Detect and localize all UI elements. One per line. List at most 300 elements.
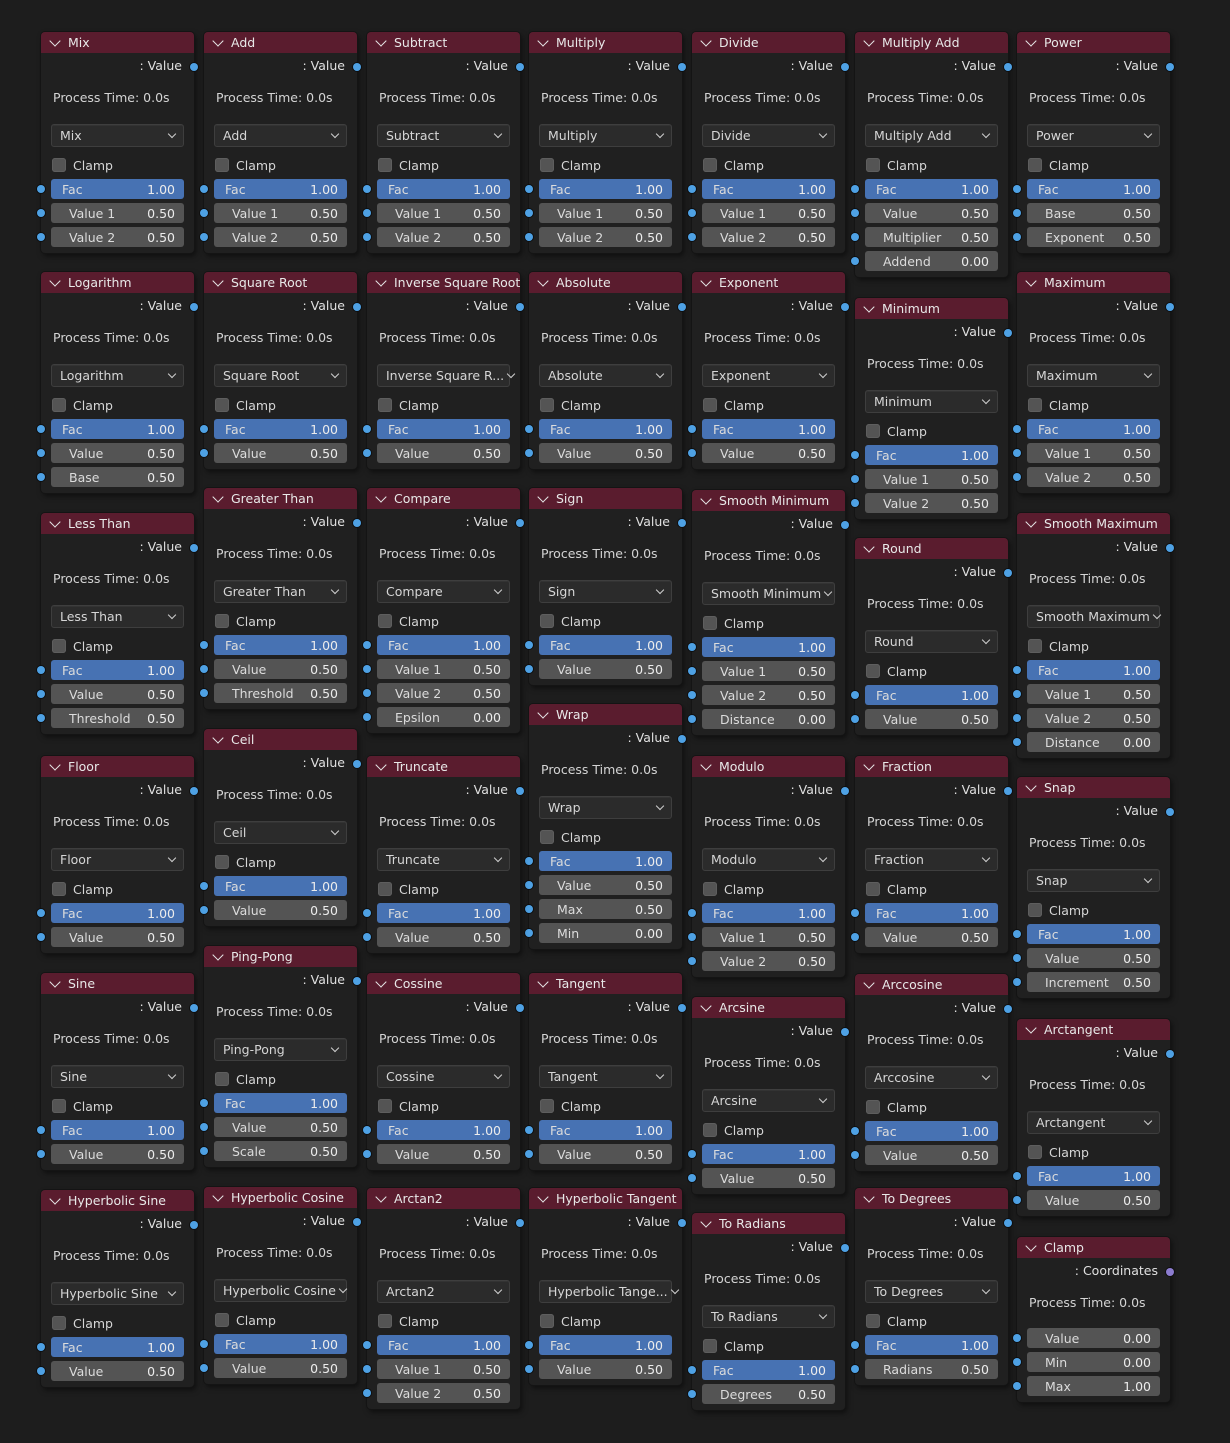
input-socket[interactable] [688, 449, 696, 457]
input-socket[interactable] [851, 475, 859, 483]
clamp-checkbox[interactable] [866, 1100, 880, 1114]
input-field-value[interactable] [865, 203, 998, 223]
output-socket[interactable] [841, 63, 849, 71]
node-wrap[interactable] [529, 704, 682, 949]
operation-dropdown[interactable] [51, 124, 184, 147]
clamp-checkbox[interactable] [866, 1314, 880, 1328]
input-field-fac[interactable] [1027, 660, 1160, 680]
input-field-value[interactable] [539, 659, 672, 679]
node-header[interactable] [204, 1187, 357, 1208]
clamp-checkbox[interactable] [52, 1099, 66, 1113]
node-to-degrees[interactable] [855, 1188, 1008, 1385]
node-clamp[interactable] [1017, 1237, 1170, 1402]
input-field-value[interactable] [539, 1359, 672, 1379]
node-ping-pong[interactable] [204, 946, 357, 1167]
input-field-value-1[interactable] [1027, 684, 1160, 704]
collapse-chevron-icon[interactable] [700, 759, 711, 770]
node-arctan2[interactable] [367, 1188, 520, 1409]
input-field-fac[interactable] [539, 419, 672, 439]
clamp-checkbox-row[interactable] [41, 634, 194, 658]
output-socket[interactable] [841, 521, 849, 529]
input-socket[interactable] [1013, 473, 1021, 481]
input-socket[interactable] [200, 882, 208, 890]
input-field-value[interactable] [377, 1144, 510, 1164]
node-header[interactable] [1017, 32, 1170, 53]
collapse-chevron-icon[interactable] [537, 976, 548, 987]
input-socket[interactable] [363, 1389, 371, 1397]
operation-dropdown[interactable] [702, 582, 835, 605]
operation-dropdown[interactable] [377, 1280, 510, 1303]
input-field-fac[interactable] [865, 1121, 998, 1141]
node-header[interactable] [204, 729, 357, 750]
node-header[interactable] [41, 973, 194, 994]
clamp-checkbox-row[interactable] [529, 1309, 682, 1333]
node-header[interactable] [41, 1190, 194, 1211]
clamp-checkbox-row[interactable] [367, 877, 520, 901]
node-divide[interactable] [692, 32, 845, 253]
clamp-checkbox[interactable] [378, 614, 392, 628]
input-socket[interactable] [363, 1126, 371, 1134]
node-modulo[interactable] [692, 756, 845, 977]
collapse-chevron-icon[interactable] [700, 1000, 711, 1011]
clamp-checkbox-row[interactable] [692, 153, 845, 177]
node-header[interactable] [855, 538, 1008, 559]
clamp-checkbox[interactable] [215, 614, 229, 628]
input-field-value-2[interactable] [702, 685, 835, 705]
input-field-fac[interactable] [214, 179, 347, 199]
clamp-checkbox-row[interactable] [855, 1095, 1008, 1119]
collapse-chevron-icon[interactable] [49, 976, 60, 987]
input-socket[interactable] [688, 933, 696, 941]
output-socket[interactable] [353, 519, 361, 527]
node-multiply[interactable] [529, 32, 682, 253]
input-socket[interactable] [37, 209, 45, 217]
input-field-fac[interactable] [1027, 179, 1160, 199]
output-socket[interactable] [1166, 63, 1174, 71]
node-header[interactable] [367, 1188, 520, 1209]
clamp-checkbox-row[interactable] [204, 153, 357, 177]
node-header[interactable] [204, 946, 357, 967]
collapse-chevron-icon[interactable] [863, 759, 874, 770]
output-socket[interactable] [516, 1004, 524, 1012]
input-socket[interactable] [37, 1343, 45, 1351]
node-compare[interactable] [367, 488, 520, 733]
input-socket[interactable] [688, 643, 696, 651]
node-header[interactable] [855, 974, 1008, 995]
operation-dropdown[interactable] [702, 364, 835, 387]
node-square-root[interactable] [204, 272, 357, 469]
input-socket[interactable] [525, 1150, 533, 1158]
input-socket[interactable] [851, 933, 859, 941]
input-socket[interactable] [851, 715, 859, 723]
operation-dropdown[interactable] [702, 1089, 835, 1112]
input-field-value-2[interactable] [214, 227, 347, 247]
node-header[interactable] [41, 272, 194, 293]
node-header[interactable] [41, 32, 194, 53]
collapse-chevron-icon[interactable] [863, 977, 874, 988]
operation-dropdown[interactable] [214, 1279, 347, 1302]
node-header[interactable] [692, 756, 845, 777]
clamp-checkbox[interactable] [52, 882, 66, 896]
output-socket[interactable] [841, 787, 849, 795]
clamp-checkbox[interactable] [52, 639, 66, 653]
input-socket[interactable] [200, 1123, 208, 1131]
collapse-chevron-icon[interactable] [49, 1193, 60, 1204]
output-socket[interactable] [516, 787, 524, 795]
input-field-value-2[interactable] [51, 227, 184, 247]
input-socket[interactable] [1013, 738, 1021, 746]
input-socket[interactable] [525, 929, 533, 937]
clamp-checkbox[interactable] [540, 1099, 554, 1113]
clamp-checkbox[interactable] [703, 398, 717, 412]
operation-dropdown[interactable] [702, 124, 835, 147]
input-field-value-1[interactable] [377, 1359, 510, 1379]
clamp-checkbox-row[interactable] [692, 1118, 845, 1142]
collapse-chevron-icon[interactable] [375, 491, 386, 502]
input-field-value-1[interactable] [702, 203, 835, 223]
collapse-chevron-icon[interactable] [49, 275, 60, 286]
input-socket[interactable] [525, 1126, 533, 1134]
input-field-addend[interactable] [865, 251, 998, 271]
input-field-fac[interactable] [702, 903, 835, 923]
input-socket[interactable] [1013, 1334, 1021, 1342]
input-field-value-2[interactable] [377, 683, 510, 703]
clamp-checkbox-row[interactable] [855, 419, 1008, 443]
node-header[interactable] [41, 756, 194, 777]
operation-dropdown[interactable] [865, 390, 998, 413]
input-socket[interactable] [37, 1126, 45, 1134]
collapse-chevron-icon[interactable] [212, 1190, 223, 1201]
input-socket[interactable] [688, 691, 696, 699]
operation-dropdown[interactable] [377, 124, 510, 147]
input-field-value-1[interactable] [1027, 443, 1160, 463]
node-arctangent[interactable] [1017, 1019, 1170, 1216]
clamp-checkbox-row[interactable] [529, 153, 682, 177]
clamp-checkbox[interactable] [215, 855, 229, 869]
collapse-chevron-icon[interactable] [1025, 1240, 1036, 1251]
collapse-chevron-icon[interactable] [537, 35, 548, 46]
node-less-than[interactable] [41, 513, 194, 734]
input-field-value-2[interactable] [702, 951, 835, 971]
input-socket[interactable] [37, 1150, 45, 1158]
collapse-chevron-icon[interactable] [537, 491, 548, 502]
clamp-checkbox-row[interactable] [41, 393, 194, 417]
output-socket[interactable] [1004, 1005, 1012, 1013]
collapse-chevron-icon[interactable] [49, 35, 60, 46]
collapse-chevron-icon[interactable] [863, 1191, 874, 1202]
node-header[interactable] [1017, 1237, 1170, 1258]
input-socket[interactable] [1013, 1196, 1021, 1204]
clamp-checkbox-row[interactable] [204, 393, 357, 417]
operation-dropdown[interactable] [1027, 124, 1160, 147]
input-socket[interactable] [1013, 449, 1021, 457]
clamp-checkbox-row[interactable] [367, 609, 520, 633]
operation-dropdown[interactable] [539, 796, 672, 819]
input-field-fac[interactable] [377, 419, 510, 439]
clamp-checkbox[interactable] [703, 616, 717, 630]
input-socket[interactable] [525, 857, 533, 865]
collapse-chevron-icon[interactable] [863, 35, 874, 46]
input-socket[interactable] [363, 1150, 371, 1158]
input-field-value-2[interactable] [1027, 467, 1160, 487]
input-socket[interactable] [688, 1390, 696, 1398]
clamp-checkbox[interactable] [1028, 398, 1042, 412]
input-field-epsilon[interactable] [377, 707, 510, 727]
input-field-fac[interactable] [214, 1093, 347, 1113]
node-round[interactable] [855, 538, 1008, 735]
node-fraction[interactable] [855, 756, 1008, 953]
input-socket[interactable] [200, 1364, 208, 1372]
collapse-chevron-icon[interactable] [863, 301, 874, 312]
operation-dropdown[interactable] [214, 364, 347, 387]
input-field-min[interactable] [539, 923, 672, 943]
node-smooth-maximum[interactable] [1017, 513, 1170, 758]
input-socket[interactable] [363, 425, 371, 433]
input-socket[interactable] [200, 665, 208, 673]
operation-dropdown[interactable] [865, 630, 998, 653]
input-field-fac[interactable] [214, 419, 347, 439]
input-field-max[interactable] [1027, 1376, 1160, 1396]
operation-dropdown[interactable] [377, 580, 510, 603]
input-socket[interactable] [37, 233, 45, 241]
input-field-fac[interactable] [702, 1144, 835, 1164]
operation-dropdown[interactable] [1027, 1111, 1160, 1134]
input-field-value-2[interactable] [377, 1383, 510, 1403]
input-field-fac[interactable] [865, 179, 998, 199]
node-add[interactable] [204, 32, 357, 253]
operation-dropdown[interactable] [539, 580, 672, 603]
node-header[interactable] [529, 272, 682, 293]
output-socket[interactable] [190, 1221, 198, 1229]
output-socket[interactable] [516, 63, 524, 71]
clamp-checkbox-row[interactable] [1017, 393, 1170, 417]
input-field-fac[interactable] [865, 445, 998, 465]
collapse-chevron-icon[interactable] [375, 1191, 386, 1202]
node-header[interactable] [692, 997, 845, 1018]
operation-dropdown[interactable] [865, 124, 998, 147]
collapse-chevron-icon[interactable] [700, 35, 711, 46]
input-socket[interactable] [200, 425, 208, 433]
operation-dropdown[interactable] [377, 848, 510, 871]
output-socket[interactable] [516, 1219, 524, 1227]
operation-dropdown[interactable] [51, 1065, 184, 1088]
input-socket[interactable] [1013, 666, 1021, 674]
input-field-value[interactable] [539, 875, 672, 895]
input-field-value-1[interactable] [51, 203, 184, 223]
input-field-value-1[interactable] [377, 659, 510, 679]
input-socket[interactable] [363, 689, 371, 697]
collapse-chevron-icon[interactable] [863, 541, 874, 552]
input-field-fac[interactable] [1027, 419, 1160, 439]
output-socket[interactable] [841, 1244, 849, 1252]
input-socket[interactable] [525, 881, 533, 889]
input-field-value-2[interactable] [539, 227, 672, 247]
input-field-fac[interactable] [51, 903, 184, 923]
input-field-degrees[interactable] [702, 1384, 835, 1404]
collapse-chevron-icon[interactable] [1025, 780, 1036, 791]
input-field-fac[interactable] [377, 1335, 510, 1355]
input-socket[interactable] [688, 715, 696, 723]
collapse-chevron-icon[interactable] [1025, 516, 1036, 527]
input-field-fac[interactable] [214, 635, 347, 655]
clamp-checkbox[interactable] [52, 398, 66, 412]
clamp-checkbox-row[interactable] [204, 1067, 357, 1091]
input-socket[interactable] [200, 449, 208, 457]
operation-dropdown[interactable] [1027, 364, 1160, 387]
clamp-checkbox-row[interactable] [1017, 634, 1170, 658]
input-socket[interactable] [525, 641, 533, 649]
input-field-exponent[interactable] [1027, 227, 1160, 247]
input-socket[interactable] [688, 425, 696, 433]
clamp-checkbox-row[interactable] [855, 877, 1008, 901]
input-field-value[interactable] [539, 443, 672, 463]
node-header[interactable] [529, 32, 682, 53]
node-maximum[interactable] [1017, 272, 1170, 493]
clamp-checkbox[interactable] [540, 614, 554, 628]
input-socket[interactable] [688, 1366, 696, 1374]
input-socket[interactable] [363, 641, 371, 649]
clamp-checkbox[interactable] [540, 398, 554, 412]
input-field-value[interactable] [214, 443, 347, 463]
node-exponent[interactable] [692, 272, 845, 469]
input-socket[interactable] [363, 185, 371, 193]
input-field-fac[interactable] [377, 179, 510, 199]
clamp-checkbox[interactable] [1028, 1145, 1042, 1159]
input-field-fac[interactable] [51, 1337, 184, 1357]
node-header[interactable] [855, 1188, 1008, 1209]
input-socket[interactable] [37, 933, 45, 941]
operation-dropdown[interactable] [702, 848, 835, 871]
operation-dropdown[interactable] [51, 848, 184, 871]
input-socket[interactable] [688, 209, 696, 217]
operation-dropdown[interactable] [865, 1066, 998, 1089]
operation-dropdown[interactable] [51, 1282, 184, 1305]
input-field-distance[interactable] [1027, 732, 1160, 752]
output-socket[interactable] [1004, 1219, 1012, 1227]
input-socket[interactable] [851, 1127, 859, 1135]
clamp-checkbox-row[interactable] [692, 393, 845, 417]
clamp-checkbox-row[interactable] [41, 1094, 194, 1118]
input-socket[interactable] [37, 690, 45, 698]
input-socket[interactable] [851, 499, 859, 507]
node-power[interactable] [1017, 32, 1170, 253]
output-socket[interactable] [353, 303, 361, 311]
input-field-value[interactable] [51, 1144, 184, 1164]
input-socket[interactable] [363, 233, 371, 241]
operation-dropdown[interactable] [539, 364, 672, 387]
collapse-chevron-icon[interactable] [537, 275, 548, 286]
input-socket[interactable] [851, 209, 859, 217]
clamp-checkbox-row[interactable] [41, 877, 194, 901]
output-socket[interactable] [678, 1219, 686, 1227]
clamp-checkbox[interactable] [703, 1339, 717, 1353]
input-field-fac[interactable] [539, 1120, 672, 1140]
output-socket[interactable] [678, 63, 686, 71]
input-socket[interactable] [37, 425, 45, 433]
input-socket[interactable] [688, 909, 696, 917]
input-socket[interactable] [851, 233, 859, 241]
input-field-fac[interactable] [865, 903, 998, 923]
input-field-fac[interactable] [377, 1120, 510, 1140]
clamp-checkbox-row[interactable] [855, 1309, 1008, 1333]
input-field-value[interactable] [1027, 948, 1160, 968]
input-field-fac[interactable] [865, 685, 998, 705]
node-header[interactable] [855, 756, 1008, 777]
input-field-fac[interactable] [702, 419, 835, 439]
input-field-fac[interactable] [51, 179, 184, 199]
clamp-checkbox[interactable] [1028, 903, 1042, 917]
node-minimum[interactable] [855, 298, 1008, 519]
input-socket[interactable] [363, 449, 371, 457]
node-hyperbolic-tangent[interactable] [529, 1188, 682, 1385]
input-socket[interactable] [525, 1365, 533, 1373]
output-socket[interactable] [678, 519, 686, 527]
node-floor[interactable] [41, 756, 194, 953]
input-socket[interactable] [37, 185, 45, 193]
operation-dropdown[interactable] [214, 821, 347, 844]
clamp-checkbox-row[interactable] [204, 850, 357, 874]
input-socket[interactable] [851, 1341, 859, 1349]
output-socket[interactable] [516, 303, 524, 311]
output-socket[interactable] [841, 1028, 849, 1036]
input-field-fac[interactable] [377, 635, 510, 655]
input-field-fac[interactable] [1027, 1166, 1160, 1186]
input-field-value-2[interactable] [1027, 708, 1160, 728]
node-header[interactable] [204, 272, 357, 293]
output-socket[interactable] [516, 519, 524, 527]
clamp-checkbox[interactable] [215, 398, 229, 412]
operation-dropdown[interactable] [214, 1038, 347, 1061]
input-socket[interactable] [37, 473, 45, 481]
operation-dropdown[interactable] [539, 124, 672, 147]
clamp-checkbox-row[interactable] [367, 153, 520, 177]
input-socket[interactable] [200, 1147, 208, 1155]
clamp-checkbox[interactable] [540, 158, 554, 172]
input-field-max[interactable] [539, 899, 672, 919]
input-field-threshold[interactable] [214, 683, 347, 703]
input-socket[interactable] [200, 906, 208, 914]
node-ceil[interactable] [204, 729, 357, 926]
clamp-checkbox-row[interactable] [1017, 1140, 1170, 1164]
input-field-fac[interactable] [51, 1120, 184, 1140]
clamp-checkbox[interactable] [52, 1316, 66, 1330]
operation-dropdown[interactable] [377, 1065, 510, 1088]
clamp-checkbox[interactable] [1028, 639, 1042, 653]
input-field-min[interactable] [1027, 1352, 1160, 1372]
clamp-checkbox[interactable] [866, 664, 880, 678]
node-header[interactable] [529, 973, 682, 994]
input-field-fac[interactable] [702, 1360, 835, 1380]
node-truncate[interactable] [367, 756, 520, 953]
node-hyperbolic-sine[interactable] [41, 1190, 194, 1387]
output-socket[interactable] [678, 303, 686, 311]
clamp-checkbox-row[interactable] [204, 1308, 357, 1332]
node-header[interactable] [367, 756, 520, 777]
input-socket[interactable] [851, 185, 859, 193]
clamp-checkbox[interactable] [378, 1099, 392, 1113]
input-socket[interactable] [1013, 1382, 1021, 1390]
input-socket[interactable] [688, 667, 696, 675]
input-field-fac[interactable] [214, 1334, 347, 1354]
input-socket[interactable] [200, 233, 208, 241]
node-header[interactable] [529, 1188, 682, 1209]
input-socket[interactable] [525, 665, 533, 673]
collapse-chevron-icon[interactable] [1025, 35, 1036, 46]
input-socket[interactable] [1013, 978, 1021, 986]
collapse-chevron-icon[interactable] [212, 275, 223, 286]
input-socket[interactable] [1013, 714, 1021, 722]
input-field-value[interactable] [51, 443, 184, 463]
